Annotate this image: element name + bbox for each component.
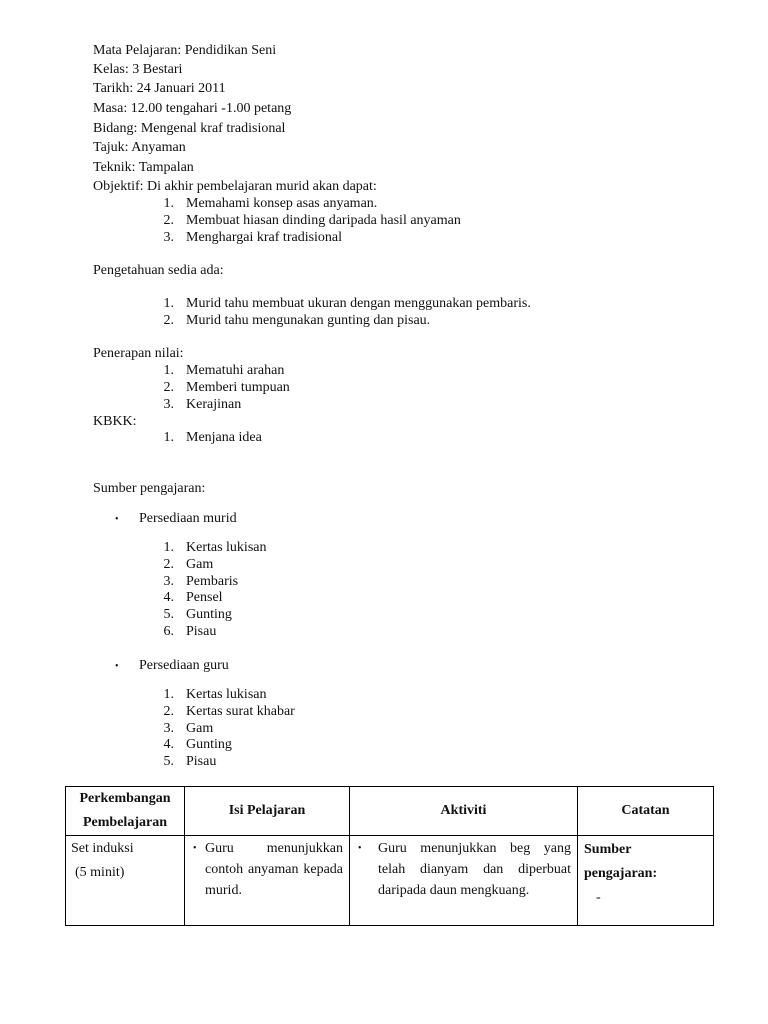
notes-line1: Sumber [584,842,632,857]
teacher-resource-number: 3. [163,721,174,736]
prior-knowledge-item: Murid tahu membuat ukuran dengan menggunakan pembaris. [186,296,531,311]
time-line: Masa: 12.00 tengahari -1.00 petang [93,101,292,116]
lesson-table [65,786,714,926]
prior-knowledge-number: 1. [163,296,174,311]
objective-number: 3. [163,230,174,245]
table-row [66,836,714,926]
field-line: Bidang: Mengenal kraf tradisional [93,121,286,136]
values-item: Mematuhi arahan [186,363,285,378]
teacher-resource-item: Gam [186,721,214,736]
teacher-resource-number: 4. [163,737,174,752]
header-development-line2: Pembelajaran [83,815,167,830]
values-number: 3. [163,397,174,412]
student-resource-item: Pembaris [186,574,239,589]
bullet-icon: • [358,843,362,854]
stage-cell [66,836,185,926]
content-cell [185,836,350,926]
student-resource-number: 3. [163,574,174,589]
values-number: 2. [163,380,174,395]
objective-number: 2. [163,213,174,228]
prior-knowledge-item: Murid tahu mengunakan gunting dan pisau. [186,313,431,328]
notes-cell [578,836,714,926]
header-development-line1: Perkembangan [79,791,171,806]
content-text: Guru menunjukkan contoh anyaman kepada murid. [205,841,343,898]
student-resource-number: 1. [163,540,174,555]
header-notes: Catatan [578,787,714,836]
student-resource-item: Gam [186,557,214,572]
header-development [66,787,185,836]
values-item: Memberi tumpuan [186,380,290,395]
topic-line: Tajuk: Anyaman [93,140,186,155]
objective-line: Objektif: Di akhir pembelajaran murid akan dapat: [93,179,377,194]
kbkk-heading: KBKK: [93,414,137,429]
activity-bullet-item [356,838,571,901]
student-resource-number: 2. [163,557,174,572]
student-resource-number: 4. [163,590,174,605]
student-resource-item: Gunting [186,607,232,622]
student-resource-number: 6. [163,624,174,639]
notes-line2: pengajaran: [584,866,658,881]
table-header-row [66,787,714,836]
values-heading: Penerapan nilai: [93,346,184,361]
content-bullet-item [191,838,343,901]
student-resources-heading: Persediaan murid [139,511,237,526]
objective-item: Menghargai kraf tradisional [186,230,343,245]
student-resource-number: 5. [163,607,174,622]
objective-item: Memahami konsep asas anyaman. [186,196,378,211]
values-number: 1. [163,363,174,378]
student-resource-item: Pensel [186,590,223,605]
notes-dash: - [596,890,601,905]
student-resource-item: Kertas lukisan [186,540,267,555]
prior-knowledge-heading: Pengetahuan sedia ada: [93,263,224,278]
kbkk-item: Menjana idea [186,430,262,445]
resources-heading: Sumber pengajaran: [93,481,206,496]
teacher-resource-item: Pisau [186,754,217,769]
class-line: Kelas: 3 Bestari [93,62,183,77]
bullet-icon: • [115,514,119,525]
prior-knowledge-number: 2. [163,313,174,328]
student-resource-item: Pisau [186,624,217,639]
teacher-resource-item: Gunting [186,737,232,752]
stage-label: Set induksi [71,841,134,856]
date-line: Tarikh: 24 Januari 2011 [93,81,226,96]
teacher-resource-number: 2. [163,704,174,719]
teacher-resource-number: 1. [163,687,174,702]
activity-text: Guru menunjukkan beg yang telah dianyam dan diperbuat daripada daun mengkuang. [378,841,571,898]
activity-cell [350,836,578,926]
teacher-resource-number: 5. [163,754,174,769]
stage-duration: (5 minit) [75,865,125,880]
kbkk-number: 1. [163,430,174,445]
teacher-resource-item: Kertas surat khabar [186,704,295,719]
teacher-resources-heading: Persediaan guru [139,658,229,673]
technique-line: Teknik: Tampalan [93,160,194,175]
values-item: Kerajinan [186,397,242,412]
objective-number: 1. [163,196,174,211]
objective-item: Membuat hiasan dinding daripada hasil anyaman [186,213,461,228]
bullet-icon: • [193,843,197,854]
bullet-icon: • [115,661,119,672]
header-content: Isi Pelajaran [185,787,350,836]
teacher-resource-item: Kertas lukisan [186,687,267,702]
header-activity: Aktiviti [350,787,578,836]
subject-line: Mata Pelajaran: Pendidikan Seni [93,43,277,58]
